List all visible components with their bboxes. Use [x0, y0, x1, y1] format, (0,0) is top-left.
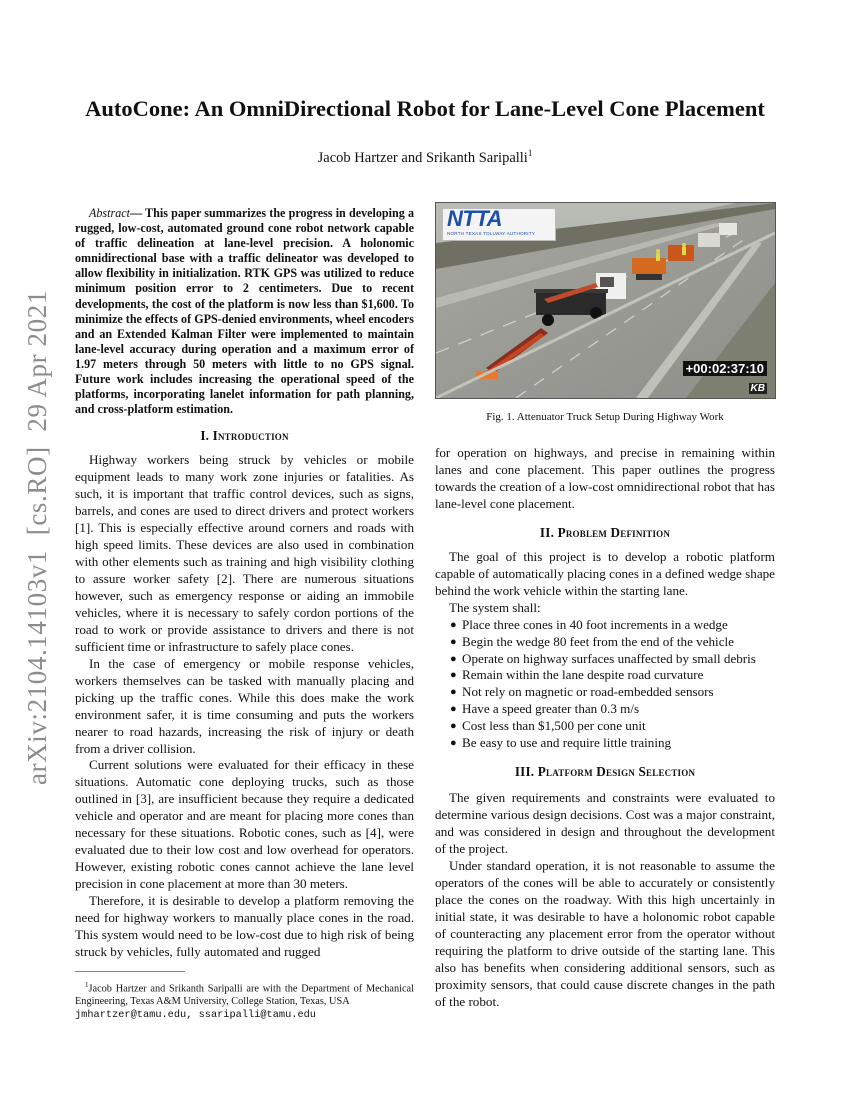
bullet-icon: ●	[450, 652, 457, 665]
intro-continuation: for operation on highways, and precise in remaining within lanes and cone placement. This paper outlines the progress towards the creation of a low-cost omnidirectional robot that has lane-level cone placement.	[435, 445, 775, 511]
requirement-text: Remain within the lane despite road curvature	[462, 667, 704, 683]
arxiv-stamp-text: arXiv:2104.14103v1 [cs.RO] 29 Apr 2021	[22, 290, 52, 785]
section-heading-platform-design: III. Platform Design Selection	[514, 764, 696, 780]
list-item	[435, 701, 775, 718]
bullet-icon: ●	[450, 618, 457, 631]
authors-names: Jacob Hartzer and Srikanth Saripalli	[317, 149, 528, 166]
list-item	[435, 735, 775, 752]
list-item	[435, 617, 775, 634]
author-line	[60, 148, 790, 167]
ntta-logo	[442, 208, 556, 241]
intro-paragraph-1: Highway workers being struck by vehicles or mobile equipment leads to many work zone injuries or fatalities. As such, it is important that traffic control devices, such as signs, barrels, and cones are used to direct drivers and protect workers [1]. This is especially effective around corners and roads with high speed limits. These devices are also used in combination with other elements such as training and high visibility clothing to assure worker safety [2]. There are numerous situations however, such as emergency response or aiding an immobile vehicles, where it is necessary to safely cordon portions of the road to work or provide assistance to drivers and there is not sufficient time or infrastructure to safely place cones.	[75, 452, 414, 654]
requirement-text: Be easy to use and require little training	[462, 735, 672, 751]
video-watermark: KB	[750, 383, 765, 394]
section-heading-problem-definition: II. Problem Definition	[539, 524, 671, 540]
author-affiliation-mark: 1	[527, 148, 533, 158]
requirements-intro: The system shall:	[449, 599, 541, 615]
section-heading-introduction: I. Introduction	[200, 428, 289, 444]
abstract-label: Abstract	[89, 206, 130, 220]
design-paragraph-1: The given requirements and constraints were evaluated to determine various design decisions. Cost was a major constraint, and was considered in design and throughout the development of the project.	[435, 790, 775, 857]
footnote-mark: 1	[85, 980, 89, 989]
highway-truck-photo	[435, 202, 776, 399]
paper-title: AutoCone: An OmniDirectional Robot for Lane-Level Cone Placement	[85, 96, 765, 121]
design-paragraph-2: Under standard operation, it is not reasonable to assume the operators of the cones will be able to accurately or consistently place the cones on the roadway. With this high uncertainly in initial state, it was desirable to have a holonomic robot capable of counteracting any placement error from the operator without requiring the platform to drive outside of the starting lane. This also has benefits when considering additional sensors, such as proximity sensors, that could cause discrete changes in the path of the robot.	[435, 858, 775, 1009]
footnote-text: Jacob Hartzer and Srikanth Saripalli are with the Department of Mechanical Engineering, Texas A&M University, College Station, Texas, USA	[75, 983, 414, 1008]
right-column	[435, 202, 775, 1011]
footnote-rule	[75, 971, 185, 972]
list-item	[435, 634, 775, 651]
abstract-text: — This paper summarizes the progress in developing a rugged, low-cost, automated ground cone robot network capable of traffic delineation at lane-level precision. A holonomic omnidirectional base with a traffic delineator was developed to allow flexibility in initialization. RTK GPS was utilized to reduce minimum position error to 2 centimeters. Due to recent developments, the cost of the platform is now less than $1,600. To minimize the effects of GPS-denied environments, wheel encoders and an Extended Kalman Filter were implemented to maintain lane-level accuracy during operation and a maximum error of 1.97 meters through 50 meters with little to no GPS signal. Future work includes increasing the operational speed of the platforms, incorporating lanelet information for path planning, and cross-platform estimation.	[75, 206, 414, 417]
requirements-list	[435, 617, 775, 753]
video-timestamp: +00:02:37:10	[683, 361, 767, 376]
figure-caption: Fig. 1. Attenuator Truck Setup During Highway Work	[486, 411, 724, 423]
ntta-logo-text: NTTA	[447, 206, 503, 231]
requirement-text: Place three cones in 40 foot increments in a wedge	[462, 616, 728, 632]
ntta-logo-subtext: NORTH TEXAS TOLLWAY AUTHORITY	[447, 231, 535, 236]
left-column	[75, 206, 414, 1021]
affiliation-footnote	[75, 979, 414, 1022]
list-item	[435, 667, 775, 684]
abstract	[75, 206, 414, 417]
requirement-text: Operate on highway surfaces unaffected by small debris	[462, 650, 756, 666]
figure-1	[435, 202, 775, 423]
list-item	[435, 651, 775, 668]
requirement-text: Cost less than $1,500 per cone unit	[462, 718, 646, 734]
requirement-text: Begin the wedge 80 feet from the end of the vehicle	[462, 633, 734, 649]
intro-paragraph-3: Current solutions were evaluated for their efficacy in these situations. Automatic cone deploying trucks, such as those outlined in [3], are insufficient because they require a dedicated vehicle and operator and are meant for placing more cones than necessary for these situations. Robotic cones, such as [4], were evaluated due to their low cost and low overhead for operators. However, existing robotic cones cannot achieve the lane level precision in cone placement at more than 30 meters.	[75, 757, 414, 892]
bullet-icon: ●	[450, 737, 457, 750]
bullet-icon: ●	[450, 686, 457, 699]
intro-paragraph-4: Therefore, it is desirable to develop a platform removing the need for highway workers to manually place cones in the road. This system would need to be low-cost due to high risk of being struck by vehicles, fully automated and rugged	[75, 893, 414, 959]
list-item	[435, 684, 775, 701]
intro-paragraph-2: In the case of emergency or mobile response vehicles, workers themselves can be tasked with manually placing and picking up the traffic cones. While this does make the work environment safer, it is time consuming and puts the workers nearer to road hazards, increasing the risk of injury or death from a driver collision.	[75, 655, 414, 756]
requirement-text: Not rely on magnetic or road-embedded sensors	[462, 684, 714, 700]
author-emails: jmhartzer@tamu.edu, ssaripalli@tamu.edu	[75, 1008, 316, 1021]
arxiv-identifier-stamp	[10, 290, 58, 790]
bullet-icon: ●	[450, 635, 457, 648]
bullet-icon: ●	[450, 720, 457, 733]
bullet-icon: ●	[450, 669, 457, 682]
problem-paragraph: The goal of this project is to develop a robotic platform capable of automatically placing cones in a defined wedge shape behind the work vehicle within the starting lane.	[435, 548, 775, 598]
bullet-icon: ●	[450, 703, 457, 716]
list-item	[435, 718, 775, 735]
requirement-text: Have a speed greater than 0.3 m/s	[462, 701, 640, 717]
